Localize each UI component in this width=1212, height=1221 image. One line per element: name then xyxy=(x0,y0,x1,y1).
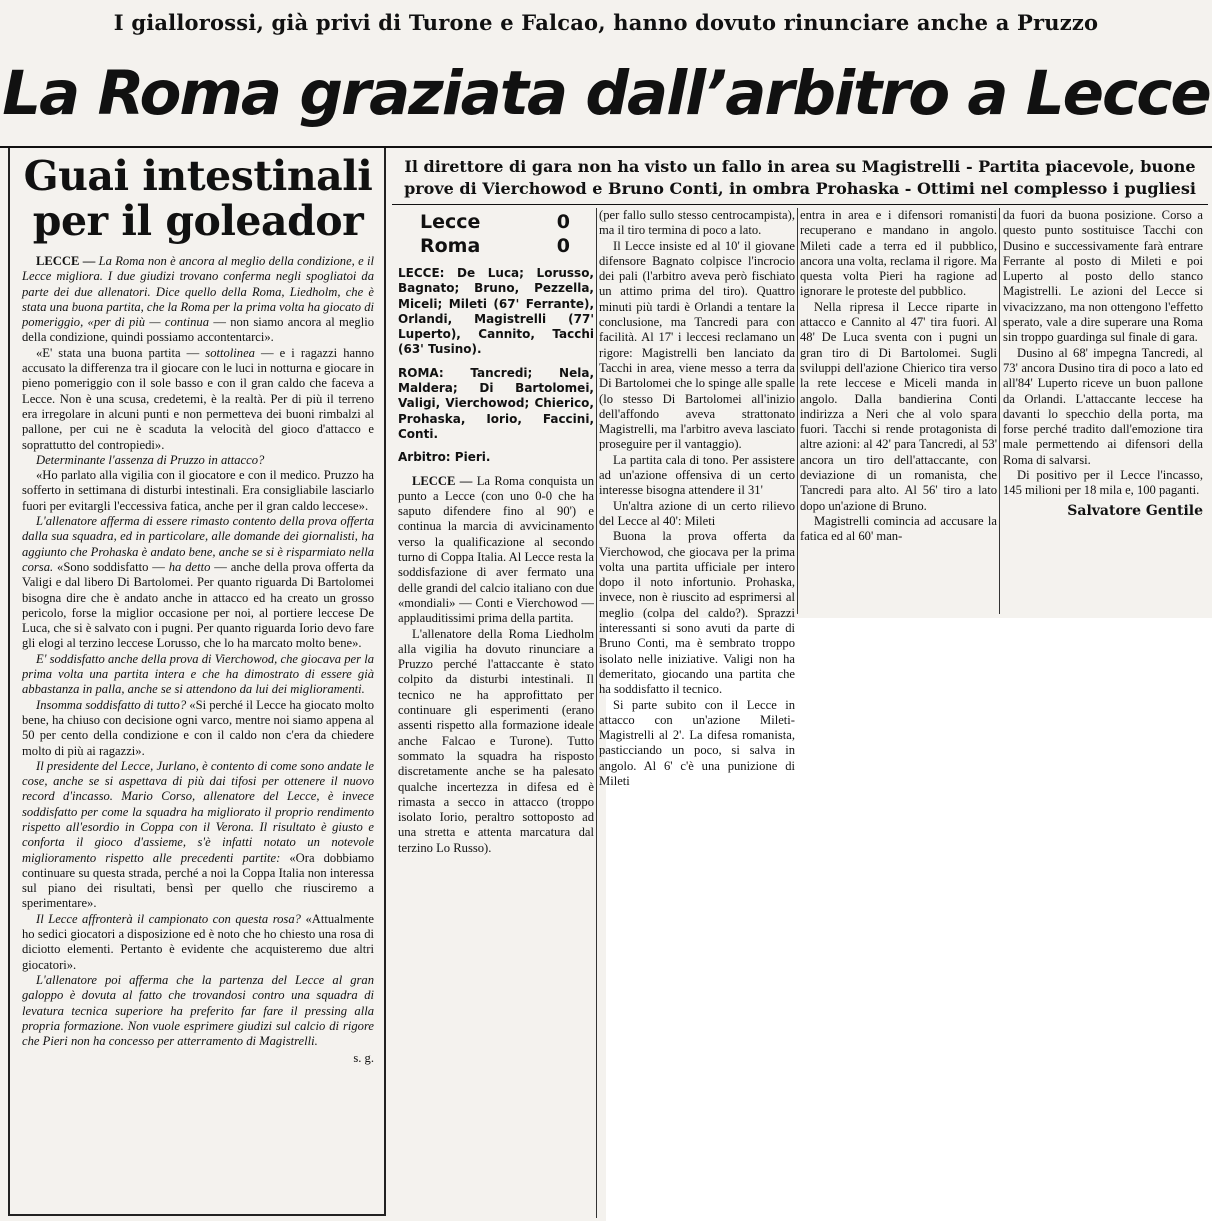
para-text: Il Lecce insiste ed al 10' il giovane difensore Bagnato colpisce l'incrocio dei pali (l'arbitro aveva però fischiato un attimo prima del tiro). Quattro minuti più tardi è Orlandi a tentare la conclusione, ma Tancredi para con facilità. Al 17' i leccesi reclamano un rigore: Magistrelli ben lanciato da Tacchi in area, viene messo a terra da Di Bartolomei che lo spinge alle spalle (lo stesso Di Bartolomei all'inizio dell'affondo aveva strattonato Magistrelli, ma l'arbitro aveva lasciato proseguire per il vantaggio). xyxy=(599,238,795,452)
article-column-1 xyxy=(398,208,594,1218)
para-text: Insomma soddisfatto di tutto? xyxy=(36,697,187,712)
para-text: Il Lecce affronterà il campionato con questa rosa? xyxy=(36,911,301,926)
para-text: — anche della prova offerta da Valigi e dal libero Di Bartolomei. Per quanto riguarda Di Bartolomei bisogna dire che è andato anche in attacco ed ha creato un grosso pericolo, forse la miglior occasione per noi, al portiere leccese De Luca, che si è salvato con i pugni. Per quanto riguarda Iorio devo fare gli elogi al terzino leccese Lorusso, che lo ha marcato molto bene». xyxy=(22,559,374,651)
dateline: LECCE — xyxy=(36,254,96,268)
column-rule xyxy=(797,208,798,614)
para-text: sottolinea xyxy=(205,345,255,360)
para-text: Buona la prova offerta da Vierchowod, che giocava per la prima volta una partita ufficiale per intero dopo il noto infortunio. Prohaska, invece, non è riuscito ad esprimersi al meglio (colpa del caldo?). Sprazzi interessanti si sono avuti da parte di Bruno Conti, ma è sembrato troppo isolato nelle iniziative. Valigi non ha demeritato, giocando una partita che ha soddisfatto il tecnico. xyxy=(599,529,795,697)
para-text: L'allenatore della Roma Liedholm alla vigilia ha dovuto rinunciare a Pruzzo perché l'attaccante è stato colpito da disturbi intestinali. Il tecnico ne ha approfittato per continuare gli esperimenti (erano assenti rispetto alla formazione ideale anche Falcao e Turone). Tutto sommato la squadra ha risposto discretamente anche se ha palesato qualche incertezza in difesa ed è rimasta a secco in attacco (troppo isolato Iorio, peraltro sottoposto ad una stretta e attenta marcatura dal terzino Lo Russo). xyxy=(398,626,594,855)
subheadline: Il direttore di gara non ha visto un fallo in area su Magistrelli - Partita piacevole, buone prove di Vierchowod e Bruno Conti, in ombra Prohaska - Ottimi nel complesso i pugliesi xyxy=(404,157,1196,198)
team-1: Lecce xyxy=(420,211,481,233)
para-text: Il presidente del Lecce, Jurlano, è contento di come sono andate le cose, anche se si aspettava di più dai tifosi per ottenere il nuovo record d'incasso. Mario Corso, allenatore del Lecce, è invece soddisfatto per come la squadra ha migliorato il proprio rendimento rispetto all'esordio in Coppa con il Verona. Il risultato è giusto e conforta il gioco d'assieme, s'è infatti notato un notevole miglioramento rispetto alle precedenti partite: xyxy=(22,758,374,865)
team-2: Roma xyxy=(420,235,481,257)
para-text: Dusino al 68' impegna Tancredi, al 73' ancora Dusino tira di poco a lato ed all'84' Luperto riceve un buon pallone da Orlandi. L'attaccante leccese ha davanti lo specchio della porta, ma forse perché tradito dall'emozione tira male permettendo ai difensori della Roma di salvarsi. xyxy=(1003,345,1203,467)
para-text: «Ora dobbiamo continuare su questa strada, perché a noi la Coppa Italia non interessa sul piano dei risultati, bensì per quello che riusciremo a sperimentare». xyxy=(22,850,374,911)
column-4-text xyxy=(1003,208,1203,499)
para-text: «Attualmente ho sedici giocatori a disposizione ed è noto che ho chiesto una rosa di diciotto elementi. Pertanto è evidente che acquisteremo due altri giocatori». xyxy=(22,911,374,972)
para-text: — e i ragazzi hanno accusato la differenza tra il giocare con le luci in notturna e giocare in pieno pomeriggio con il sole basso e con il gran caldo che faceva a Lecce. Non è una scusa, credetemi, è la realtà. Per di più il terreno era irregolare in alcuni punti e non permetteva dei buoni rimbalzi al pallone, per cui ne è scaduta la velocità del gioco d'attacco e soprattutto del contropiedi». xyxy=(22,345,374,452)
lineup-roma: ROMA: Tancredi; Nela, Maldera; Di Bartolomei, Valigi, Vierchowod; Chierico, Prohaska, Iorio, Faccini, Conti. xyxy=(398,365,594,441)
referee: Arbitro: Pieri. xyxy=(398,450,491,465)
para-text: «Ho parlato alla vigilia con il giocatore e con il medico. Pruzzo ha sofferto in settimana di disturbi intestinali. Era consigliabile lasciarlo fuori per evitargli l'eccessiva fatica, anche per il gran caldo leccese». xyxy=(22,468,374,513)
subhead-rule xyxy=(392,204,1208,205)
para-text: Di positivo per il Lecce l'incasso, 145 milioni per 18 mila e, 100 paganti. xyxy=(1003,468,1203,498)
para-text: Magistrelli comincia ad accusare la fatica ed al 60' man- xyxy=(800,513,997,544)
sidebar-initials: s. g. xyxy=(353,1051,374,1066)
article-column-3 xyxy=(800,208,997,616)
para-text: La Roma conquista un punto a Lecce (con uno 0-0 che ha saputo difendere fino al 90') e continua la marcia di avvicinamento verso la qualificazione al secondo turno di Coppa Italia. Al Lecce resta la soddisfazione di aver fermato una delle grandi del calcio italiano con due «mondiali» — Conti e Vierchowod — applauditissimi prima della partita. xyxy=(398,473,594,626)
para-text: Si parte subito con il Lecce in attacco con un'azione Mileti-Magistrelli al 2'. La difesa romanista, pasticciando un poco, si salva in angolo. Al 6' c'è una punizione di Mileti xyxy=(599,697,795,788)
para-text: da fuori da buona posizione. Corso a questo punto sostituisce Tacchi con Dusino e successivamente farà entrare Ferrante al posto di Mileti e poi Luperto al posto dello stanco Magistrelli. Le azioni del Lecce si vivacizzano, ma non ottengono l'effetto sperato, vale a dire superare una Roma sin troppo guardinga sul finale di gara. xyxy=(1003,208,1203,345)
para-text: La partita cala di tono. Per assistere ad un'azione offensiva di un certo interesse bisogna attendere il 31' xyxy=(599,452,795,498)
column-rule xyxy=(596,208,597,1218)
para-text: (per fallo sullo stesso centrocampista), ma il tiro termina di poco a lato. xyxy=(599,208,795,238)
column-rule xyxy=(999,208,1000,614)
goals-1: 0 xyxy=(556,211,570,233)
para-text: «E' stata una buona partita — xyxy=(36,345,200,360)
para-text: E' soddisfatto anche della prova di Vierchowod, che giocava per la prima volta una partita intera e che ha dimostrato di essere già abbastanza in palla, anche se si attendono da lui dei miglioramenti. xyxy=(22,651,374,697)
para-text: continua xyxy=(164,315,209,330)
para-text: L'allenatore afferma di essere rimasto contento della prova offerta dalla sua squadra, ed in particolare, alle domande dei giornalisti, ha aggiunto che Prohaska è andato bene, anche se si è risparmiato nella corsa. xyxy=(22,514,374,574)
para-text: L'allenatore poi afferma che la partenza del Lecce al gran galoppo è dovuta al fatto che trovandosi contro una squadra di levatura tecnica superiore ha preferito far fare il pressing alla propria formazione. Non vuole esprimere giudizi sul calcio di rigore che Pieri non ha concesso per atterramento di Magistrelli. xyxy=(22,972,374,1049)
lineup-lecce: LECCE: De Luca; Lorusso, Bagnato; Bruno, Pezzella, Miceli; Mileti (67' Ferrante), Orlandi, Magistrelli (77' Luperto), Cannito, Tacchi (63' Tusino). xyxy=(398,266,594,357)
para-text: Un'altra azione di un certo rilievo del Lecce al 40': Mileti xyxy=(599,498,795,528)
byline: Salvatore Gentile xyxy=(1067,502,1203,519)
column-2-text xyxy=(599,208,795,789)
score-row-2 xyxy=(420,234,570,258)
para-text: La Roma non è ancora al meglio della condizione, e il Lecce migliora. I due giudizi trovano conferma negli spogliatoi da parte dei due allenatori. Dice quello della Roma, Liedholm, che è stata una buona partita, che la Roma per la prima volta ha giocato di pomeriggio, «per di più — xyxy=(22,254,374,330)
dateline: LECCE — xyxy=(412,473,473,488)
para-text: ha detto xyxy=(168,559,211,574)
para-text: — non siamo ancora al meglio della condizione, quindi possiamo accontentarci». xyxy=(22,315,375,345)
sidebar-title: Guai intestinali per il goleador xyxy=(23,152,373,245)
sidebar-text xyxy=(22,254,374,1067)
para-text: Determinante l'assenza di Pruzzo in attacco? xyxy=(36,452,265,467)
para-text: «Sono soddisfatto — xyxy=(57,559,165,574)
para-text: entra in area e i difensori romanisti recuperano e mandano in angolo. Mileti cade a terra ed il pubblico, ancora una volta, reclama il rigore. Ma questa volta Pieri ha ragione ad ignorare le proteste del pubblico. xyxy=(800,208,997,299)
main-headline: La Roma graziata dall’arbitro a Lecce xyxy=(2,58,1210,129)
article-column-2 xyxy=(599,208,795,1218)
score-box xyxy=(398,210,594,258)
sidebar-box xyxy=(8,148,386,1216)
kicker-headline: I giallorossi, già privi di Turone e Falcao, hanno dovuto rinunciare anche a Pruzzo xyxy=(113,10,1099,35)
para-text: Nella ripresa il Lecce riparte in attacco e Cannito al 47' tira fuori. Al 48' De Luca sventa con i pugni un gran tiro di Di Bartolomei. Sugli sviluppi dell'azione Chierico tira verso la rete leccese e Miceli manda in angolo. Dalla bandierina Conti indirizza a Neri che al volo spara fuori. Tacchi si rende protagonista di altre azioni: al 42' para Tancredi, al 53' ancora un tiro dell'attaccante, con deviazione di un romanista, che Tancredi para alto. Al 56' tiro a lato dopo un'azione di Bruno. xyxy=(800,299,997,513)
column-1-text xyxy=(398,474,594,856)
column-3-text xyxy=(800,208,997,545)
para-text: «Si perché il Lecce ha giocato molto bene, ha chiuso con decisione ogni varco, mentre noi siamo appena al 50 per cento della condizione e con il caldo non c'era da chiedere molto di più ai ragazzi». xyxy=(22,697,375,758)
goals-2: 0 xyxy=(556,235,570,257)
score-row-1 xyxy=(420,210,570,234)
article-column-4 xyxy=(1003,208,1203,616)
